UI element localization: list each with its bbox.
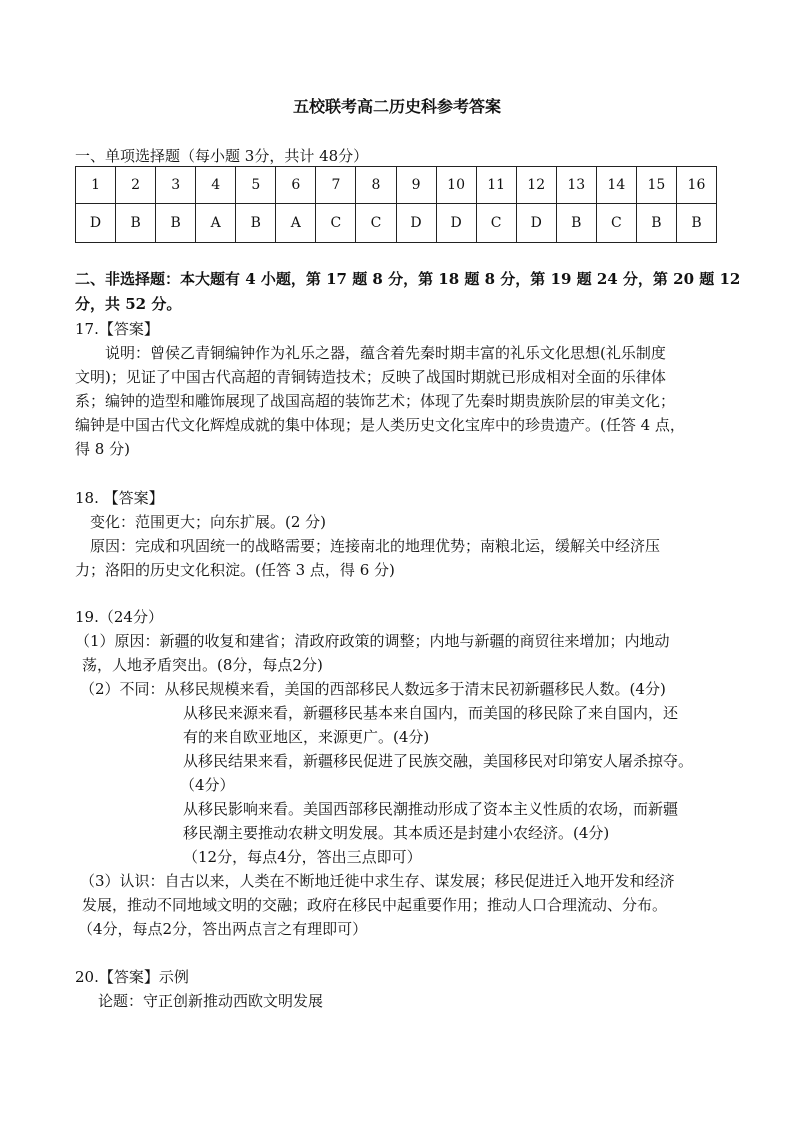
q19-text-line: （3）认识：自古以来，人类在不断地迁徙中求生存、谋发展；移民促进迁入地开发和经济: [80, 872, 675, 890]
answer-table: [75, 166, 717, 243]
answer-cell: B: [676, 204, 716, 243]
question-number-cell: 6: [276, 167, 316, 204]
q19-text-line: （4分）: [180, 776, 235, 794]
q19-text-line: 荡，人地矛盾突出。(8分，每点2分): [82, 656, 323, 674]
answer-row: [76, 204, 717, 243]
answer-cell: D: [396, 204, 436, 243]
question-number-cell: 12: [516, 167, 556, 204]
question-number-cell: 7: [316, 167, 356, 204]
q19-text-line: 移民潮主要推动农耕文明发展。其本质还是封建小农经济。(4分): [183, 824, 610, 842]
question-number-cell: 13: [556, 167, 596, 204]
q19-label: 19.（24分）: [75, 608, 163, 626]
question-number-cell: 8: [356, 167, 396, 204]
question-number-cell: 1: [76, 167, 116, 204]
question-number-cell: 2: [116, 167, 156, 204]
answer-cell: B: [236, 204, 276, 243]
section1-heading: 一、单项选择题（每小题 3分，共计 48分）: [75, 147, 369, 165]
question-number-cell: 9: [396, 167, 436, 204]
answer-cell: C: [316, 204, 356, 243]
answer-cell: B: [556, 204, 596, 243]
section2-heading: 分，共 52 分。: [75, 295, 182, 313]
answer-cell: B: [636, 204, 676, 243]
question-number-cell: 16: [676, 167, 716, 204]
answer-cell: D: [76, 204, 116, 243]
q19-text-line: （1）原因：新疆的收复和建省；清政府政策的调整；内地与新疆的商贸往来增加；内地动: [75, 632, 670, 650]
q17-text-line: 文明)；见证了中国古代高超的青铜铸造技术；反映了战国时期就已形成相对全面的乐律体: [75, 368, 666, 386]
q17-text-line: 编钟是中国古代文化辉煌成就的集中体现；是人类历史文化宝库中的珍贵遗产。(任答 4 点，: [75, 416, 685, 434]
q17-label: 17.【答案】: [75, 320, 159, 338]
question-number-cell: 15: [636, 167, 676, 204]
q19-text-line: 从移民结果来看，新疆移民促进了民族交融，美国移民对印第安人屠杀掠夺。: [183, 752, 694, 770]
answer-cell: A: [196, 204, 236, 243]
q18-text-line: 变化：范围更大；向东扩展。(2 分): [90, 513, 327, 531]
answer-cell: C: [356, 204, 396, 243]
question-number-cell: 5: [236, 167, 276, 204]
q17-text-line: 得 8 分): [75, 440, 130, 458]
question-number-row: [76, 167, 717, 204]
answer-cell: B: [116, 204, 156, 243]
q18-text-line: 原因：完成和巩固统一的战略需要；连接南北的地理优势；南粮北运，缓解关中经济压: [90, 537, 661, 555]
q19-text-line: 有的来自欧亚地区，来源更广。(4分): [183, 728, 430, 746]
answer-cell: A: [276, 204, 316, 243]
q18-text-line: 力；洛阳的历史文化积淀。(任答 3 点，得 6 分): [75, 561, 395, 579]
question-number-cell: 10: [436, 167, 476, 204]
answer-cell: B: [156, 204, 196, 243]
q19-text-line: （12分，每点4分，答出三点即可）: [183, 848, 422, 866]
question-number-cell: 11: [476, 167, 516, 204]
q17-text-line: 系；编钟的造型和雕饰展现了战国高超的装饰艺术；体现了先秦时期贵族阶层的审美文化；: [75, 392, 676, 410]
q19-text-line: （2）不同：从移民规模来看，美国的西部移民人数远多于清末民初新疆移民人数。(4分): [80, 680, 666, 698]
answer-cell: D: [436, 204, 476, 243]
answer-cell: C: [476, 204, 516, 243]
q20-label: 20.【答案】示例: [75, 968, 189, 986]
question-number-cell: 14: [596, 167, 636, 204]
q18-label: 18. 【答案】: [75, 489, 164, 507]
page-title: 五校联考高二历史科参考答案: [292, 97, 501, 116]
q19-text-line: 发展，推动不同地域文明的交融；政府在移民中起重要作用；推动人口合理流动、分布。: [82, 896, 668, 914]
q19-text-line: 从移民影响来看。美国西部移民潮推动形成了资本主义性质的农场，而新疆: [183, 800, 679, 818]
question-number-cell: 4: [196, 167, 236, 204]
q17-text-line: 说明：曾侯乙青铜编钟作为礼乐之器，蕴含着先秦时期丰富的礼乐文化思想(礼乐制度: [105, 344, 666, 362]
q19-text-line: 从移民来源来看，新疆移民基本来自国内，而美国的移民除了来自国内，还: [183, 704, 679, 722]
answer-cell: D: [516, 204, 556, 243]
question-number-cell: 3: [156, 167, 196, 204]
answer-cell: C: [596, 204, 636, 243]
q20-text-line: 论题：守正创新推动西欧文明发展: [98, 992, 324, 1010]
section2-heading: 二、非选择题：本大题有 4 小题，第 17 题 8 分，第 18 题 8 分，第 19 题 24 分，第 20 题 12: [75, 270, 741, 288]
q19-text-line: （4分，每点2分，答出两点言之有理即可）: [78, 920, 368, 938]
